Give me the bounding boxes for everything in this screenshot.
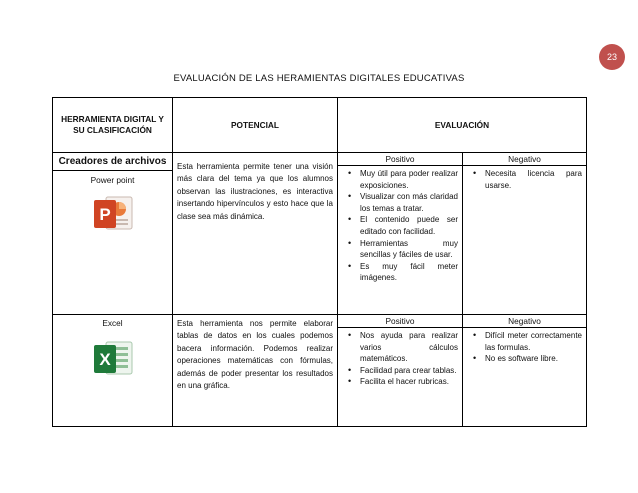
negative-label: Negativo [463, 315, 586, 328]
powerpoint-icon [92, 191, 134, 235]
positive-label: Positivo [338, 315, 462, 328]
potential-cell: Esta herramienta permite tener una visión más clara del tema ya que los alumnos observan las ilustraciones, es interactiva insertando hipervínculos y esto hace que la clase sea más dinámica. [173, 153, 338, 315]
tool-name: Excel [102, 318, 123, 328]
positive-cell [338, 153, 463, 315]
table-row [53, 315, 587, 427]
header-evaluation: EVALUACIÓN [338, 98, 587, 153]
list-item: • Herramientas muy sencillas y fáciles de usar. [360, 238, 458, 261]
list-item: • Necesita licencia para usarse. [485, 168, 582, 191]
tool-cell [53, 315, 173, 427]
category-label: Creadores de archivos [53, 153, 172, 171]
negative-list [463, 166, 586, 191]
positive-cell [338, 315, 463, 427]
negative-label: Negativo [463, 153, 586, 166]
table-header-row [53, 98, 587, 153]
document-title: EVALUACIÓN DE LAS HERAMIENTAS DIGITALES EDUCATIVAS [173, 73, 465, 84]
evaluation-table [52, 97, 587, 427]
list-item: • Facilita el hacer rubricas. [360, 376, 458, 388]
list-item: • Visualizar con más claridad los temas a tratar. [360, 191, 458, 214]
list-item: • Muy útil para poder realizar exposiciones. [360, 168, 458, 191]
svg-text:P: P [98, 205, 111, 224]
negative-cell [463, 153, 587, 315]
tool-name: Power point [90, 175, 135, 185]
header-tool: HERRAMIENTA DIGITAL Y SU CLASIFICACIÓN [53, 98, 173, 153]
svg-text:X: X [98, 350, 111, 369]
page-number-badge [599, 44, 625, 70]
negative-list [463, 328, 586, 365]
positive-list [338, 166, 462, 284]
list-item: • Facilidad para crear tablas. [360, 365, 458, 377]
list-item: • Es muy fácil meter imágenes. [360, 261, 458, 284]
header-potential: POTENCIAL [173, 98, 338, 153]
potential-cell: Esta herramienta nos permite elaborar tablas de datos en los cuales podemos bacera información. Podemos realizar operaciones matemáticas con fórmulas, además de poder presentar los resultados en una gráfica. [173, 315, 338, 427]
table-row [53, 153, 587, 315]
tool-cell [53, 153, 173, 315]
positive-label: Positivo [338, 153, 462, 166]
list-item: • El contenido puede ser editado con facilidad. [360, 214, 458, 237]
negative-cell [463, 315, 587, 427]
positive-list [338, 328, 462, 388]
excel-icon [92, 336, 134, 380]
page-number: 23 [606, 52, 617, 62]
list-item: • Nos ayuda para realizar varios cálculos matemáticos. [360, 330, 458, 365]
list-item: • No es software libre. [485, 353, 582, 365]
list-item: • Difícil meter correctamente las formulas. [485, 330, 582, 353]
